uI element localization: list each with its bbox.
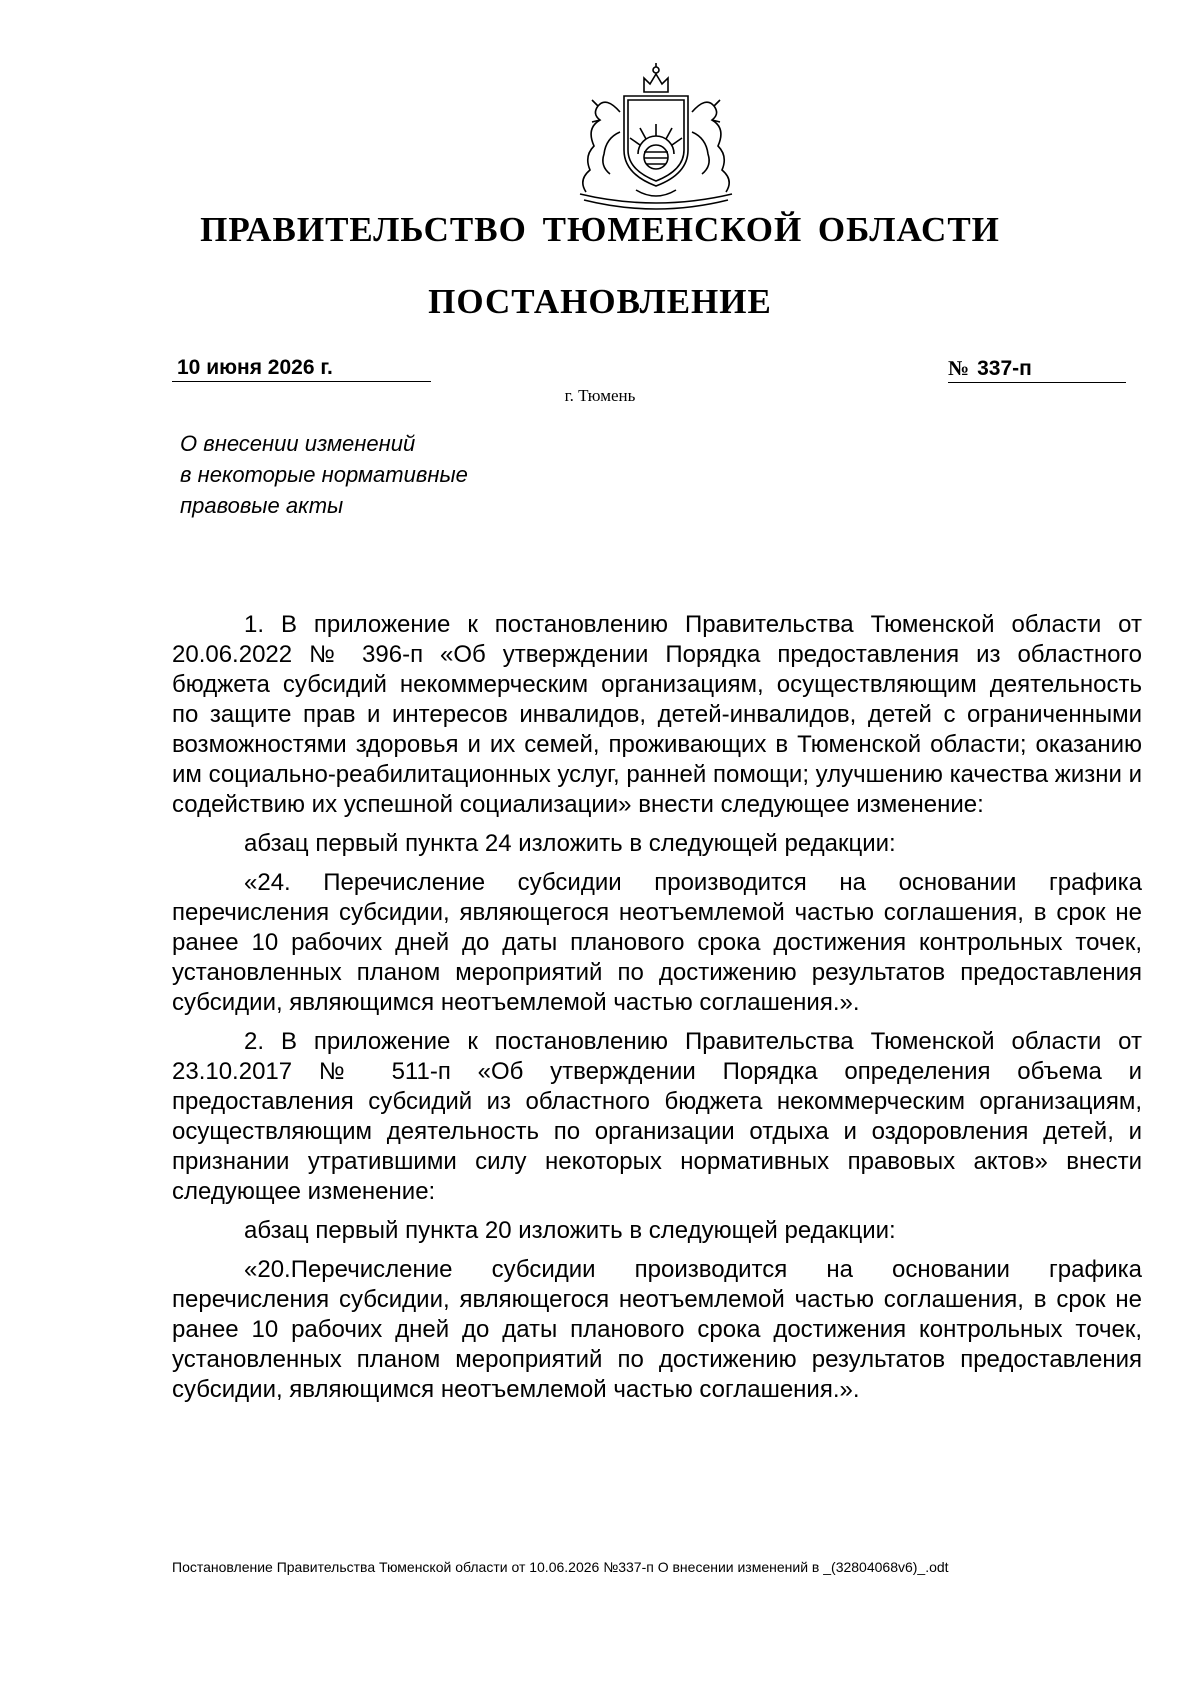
number-symbol: № [948,356,970,380]
document-subject [180,428,468,521]
number-value: 337-п [977,357,1032,380]
body-paragraph: «24. Перечисление субсидии производится на основании графика перечисления субсидии, являющегося неотъемлемой частью соглашения, в срок не ранее 10 рабочих дней до даты планового срока достижения контрольных точек, установленных планом мероприятий по достижению результатов предоставления субсидии, являющимся неотъемлемой частью соглашения.». [172,869,1142,1016]
body-paragraph: 1. В приложение к постановлению Правительства Тюменской области от 20.06.2022 № 396-п «Об утверждении Порядка предоставления из областного бюджета субсидий некоммерческим организациям, осуществляющим деятельность по защите прав и интересов инвалидов, детей-инвалидов, детей с ограниченными возможностями здоровья и их семей, проживающих в Тюменской области; оказанию им социально-реабилитационных услуг, ранней помощи; улучшению качества жизни и содействию их успешной социализации» внести следующее изменение: [172,611,1142,818]
document-body [172,610,1142,1414]
government-title: ПРАВИТЕЛЬСТВО ТЮМЕНСКОЙ ОБЛАСТИ [200,210,1000,249]
body-paragraph: абзац первый пункта 24 изложить в следующей редакции: [244,830,896,857]
subject-line: О внесении изменений [180,431,416,456]
subject-line: в некоторые нормативные [180,462,468,487]
subject-line: правовые акты [180,493,344,518]
city: г. Тюмень [564,386,636,405]
body-paragraph: «20.Перечисление субсидии производится на основании графика перечисления субсидии, являющегося неотъемлемой частью соглашения, в срок не ранее 10 рабочих дней до даты планового срока достижения контрольных точек, установленных планом мероприятий по достижению результатов предоставления субсидии, являющимся неотъемлемой частью соглашения.». [172,1256,1142,1403]
body-paragraph: абзац первый пункта 20 изложить в следующей редакции: [244,1217,896,1244]
document-type: ПОСТАНОВЛЕНИЕ [428,282,772,321]
document-footer: Постановление Правительства Тюменской области от 10.06.2026 №337-п О внесении изменений в _(32804068v6)_.odt [172,1559,949,1575]
document-number [948,355,1126,383]
document-date: 10 июня 2026 г. [172,355,431,382]
coat-of-arms-icon [540,62,772,214]
body-paragraph: 2. В приложение к постановлению Правительства Тюменской области от 23.10.2017 № 511-п «Об утверждении Порядка определения объема и предоставления субсидий из областного бюджета некоммерческим организациям, осуществляющим деятельность по организации отдыха и оздоровления детей, и признании утратившими силу некоторых нормативных правовых актов» внести следующее изменение: [172,1028,1142,1205]
